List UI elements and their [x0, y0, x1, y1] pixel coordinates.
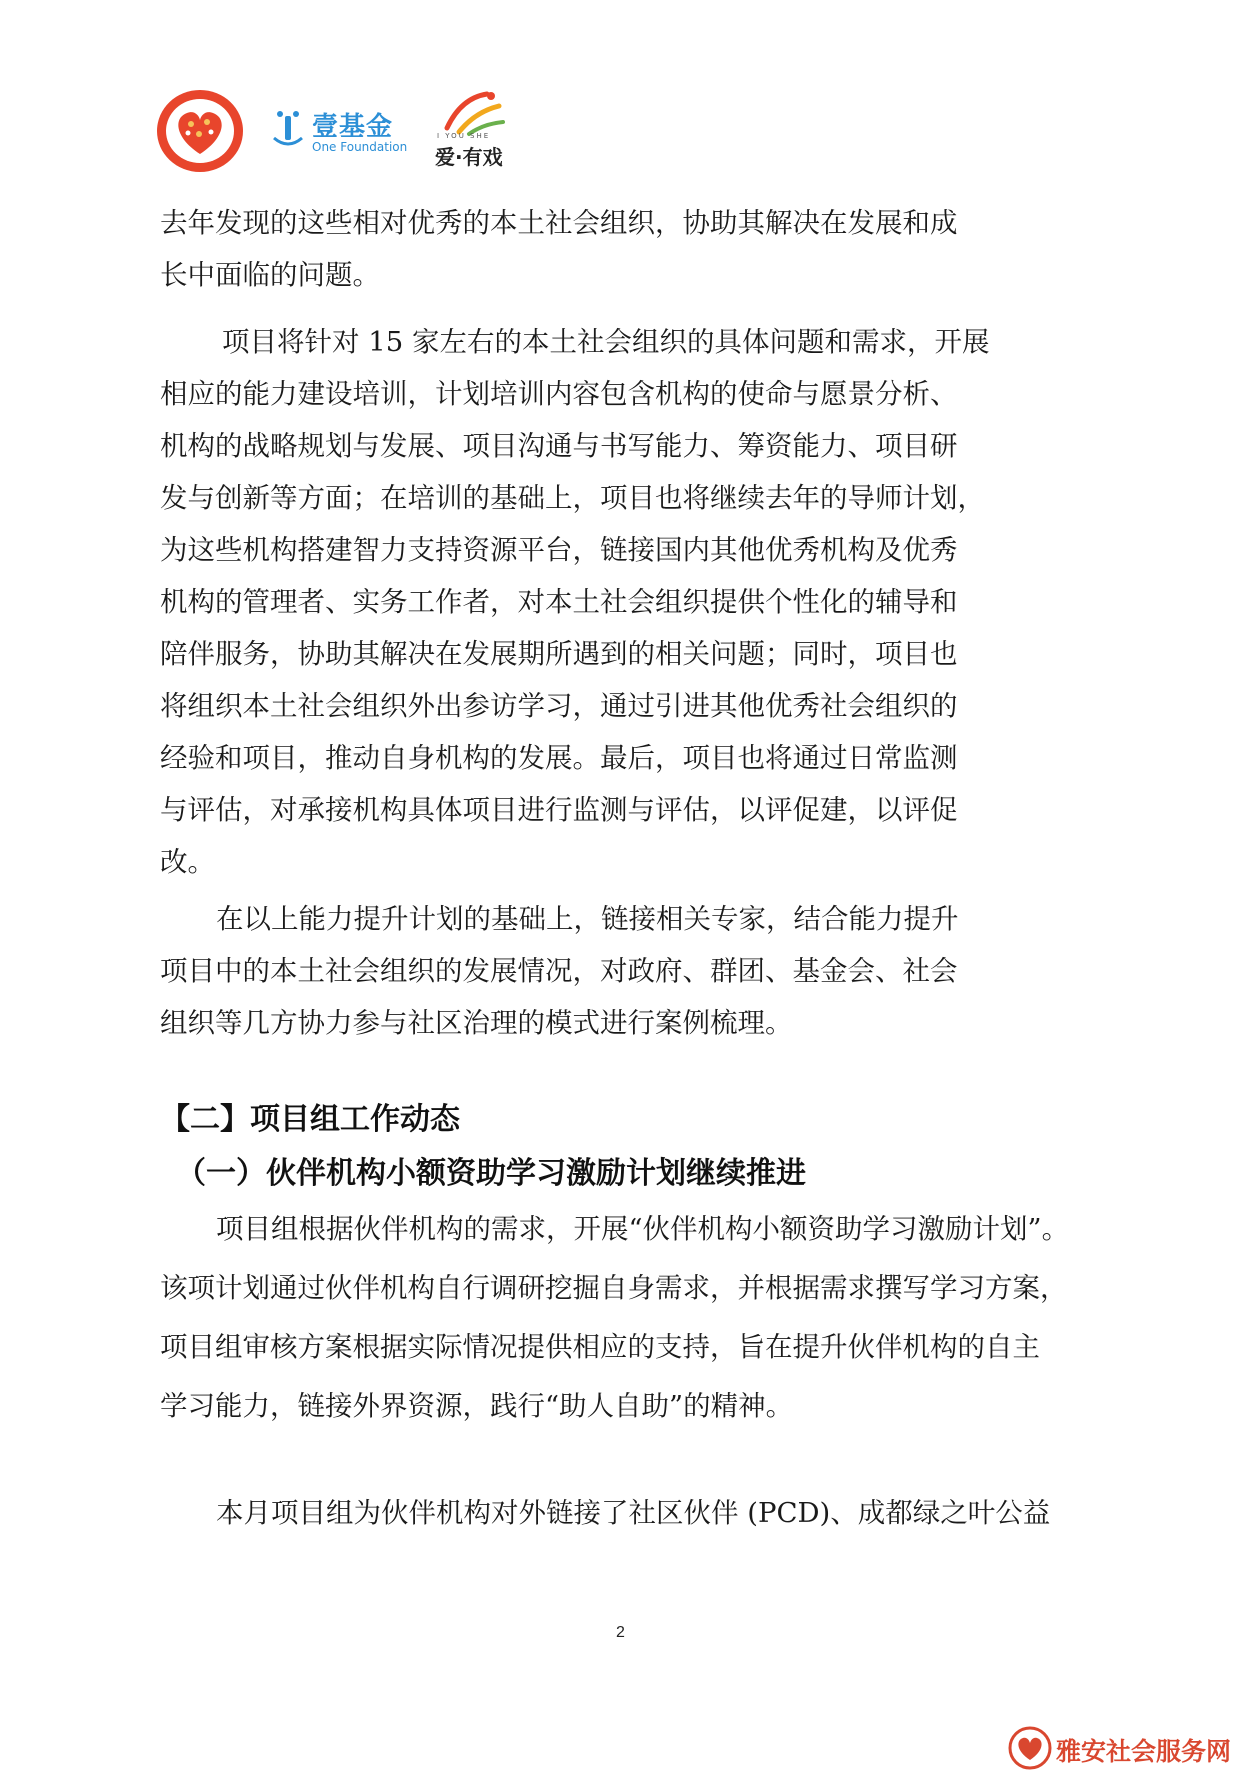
paragraph-line: 发与创新等方面；在培训的基础上，项目也将继续去年的导师计划， [160, 482, 985, 514]
watermark-heart-icon [1008, 1726, 1052, 1770]
watermark-text: 雅安社会服务网 [1056, 1737, 1232, 1766]
paragraph-line: 该项计划通过伙伴机构自行调研挖掘自身需求，并根据需求撰写学习方案， [160, 1272, 1068, 1304]
paragraph-1 [160, 197, 1080, 301]
paragraph-line: 陪伴服务，协助其解决在发展期所遇到的相关问题；同时，项目也 [160, 638, 958, 670]
paragraph-line: 项目将针对 15 家左右的本土社会组织的具体问题和需求，开展 [222, 326, 990, 358]
header-logos [155, 88, 575, 174]
paragraph-line: 机构的战略规划与发展、项目沟通与书写能力、筹资能力、项目研 [160, 430, 958, 462]
paragraph-5 [160, 1484, 1080, 1543]
paragraph-line: 项目组根据伙伴机构的需求，开展“伙伴机构小额资助学习激励计划”。 [216, 1213, 1070, 1245]
paragraph-line: 经验和项目，推动自身机构的发展。最后，项目也将通过日常监测 [160, 742, 958, 774]
paragraph-3 [160, 893, 1080, 1049]
paragraph-line: 组织等几方协力参与社区治理的模式进行案例梳理。 [160, 1007, 793, 1039]
ai-you-xi-cn: 爱·有戏 [435, 145, 503, 169]
paragraph-line: 项目组审核方案根据实际情况提供相应的支持，旨在提升伙伴机构的自主 [160, 1331, 1040, 1363]
ai-you-xi-logo [433, 88, 563, 174]
paragraph-line: 与评估，对承接机构具体项目进行监测与评估，以评促建，以评促 [160, 794, 958, 826]
paragraph-line: 长中面临的问题。 [160, 259, 380, 291]
section-title: 【二】项目组工作动态 [160, 1102, 460, 1137]
one-foundation-en: One Foundation [312, 140, 408, 154]
paragraph-line: 将组织本土社会组织外出参访学习，通过引进其他优秀社会组织的 [160, 690, 958, 722]
yaan-social-service-logo [155, 88, 245, 174]
paragraph-line: 学习能力，链接外界资源，践行“助人自助”的精神。 [160, 1390, 794, 1422]
one-foundation-icon [270, 108, 306, 150]
paragraph-line: 相应的能力建设培训，计划培训内容包含机构的使命与愿景分析、 [160, 378, 958, 410]
paragraph-line: 项目中的本土社会组织的发展情况，对政府、群团、基金会、社会 [160, 955, 958, 987]
paragraph-4 [160, 1200, 1080, 1436]
paragraph-line: 机构的管理者、实务工作者，对本土社会组织提供个性化的辅导和 [160, 586, 958, 618]
one-foundation-cn: 壹基金 [312, 112, 394, 142]
ai-you-xi-tagline: I YOU SHE [437, 132, 491, 140]
paragraph-line: 去年发现的这些相对优秀的本土社会组织，协助其解决在发展和成 [160, 207, 958, 239]
paragraph-line: 在以上能力提升计划的基础上，链接相关专家，结合能力提升 [216, 903, 959, 935]
page-number: 2 [616, 1624, 625, 1641]
one-foundation-logo [270, 104, 410, 164]
paragraph-line: 改。 [160, 846, 215, 878]
paragraph-line: 本月项目组为伙伴机构对外链接了社区伙伴 (PCD)、成都绿之叶公益 [216, 1497, 1051, 1529]
paragraph-2 [160, 316, 1080, 888]
site-watermark [1008, 1724, 1234, 1774]
subsection-title: （一）伙伴机构小额资助学习激励计划继续推进 [176, 1156, 806, 1191]
paragraph-line: 为这些机构搭建智力支持资源平台，链接国内其他优秀机构及优秀 [160, 534, 958, 566]
